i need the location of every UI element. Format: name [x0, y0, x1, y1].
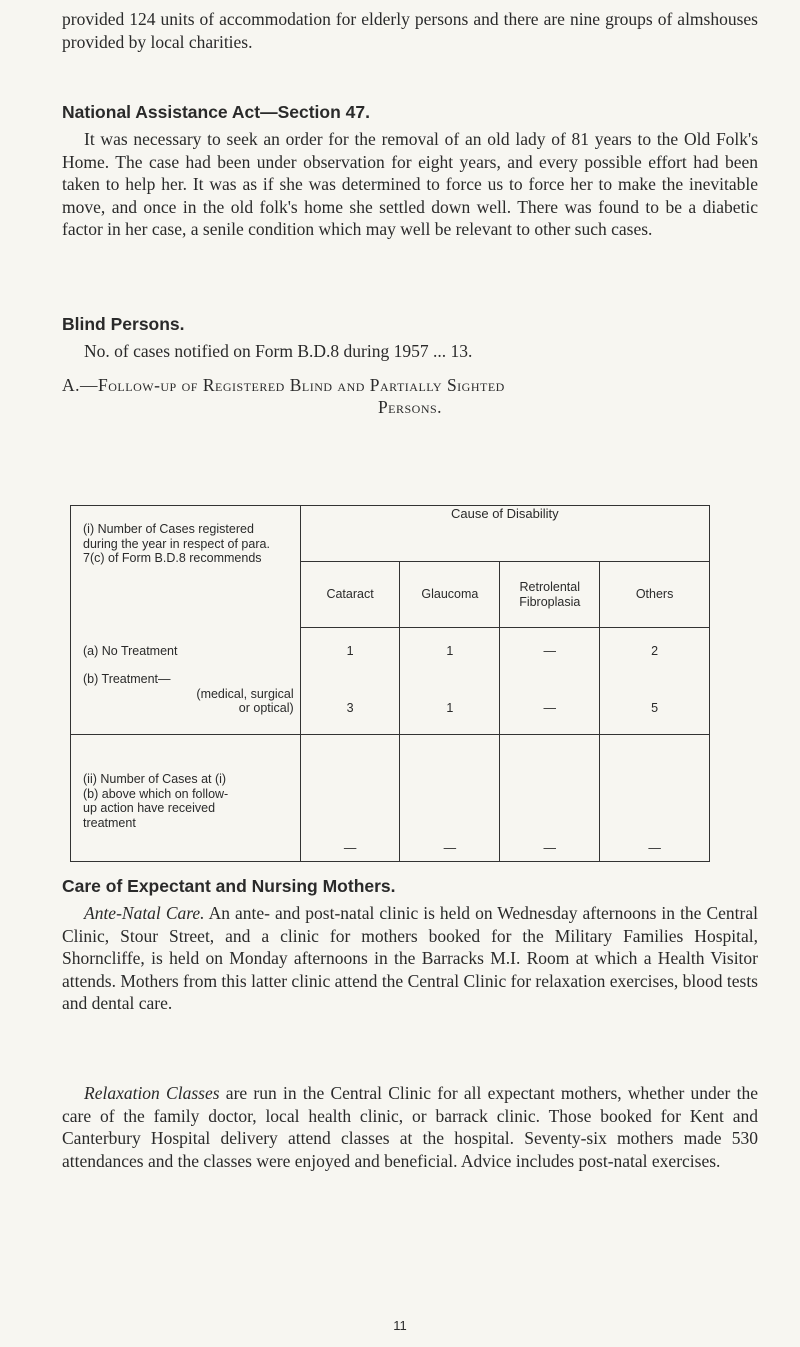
cell-others-ab	[600, 628, 710, 735]
follow-up-heading-line1: A.—Follow-up of Registered Blind and Partially Sighted	[62, 375, 505, 395]
row-a-value-retrolental: —	[543, 644, 556, 658]
col-header-others: Others	[600, 562, 710, 628]
follow-up-heading-line2: Persons.	[377, 397, 443, 417]
row-ii-value-retrolental: —	[543, 841, 556, 855]
row-a-value-cataract: 1	[346, 644, 354, 658]
row-a-value-others: 2	[651, 644, 659, 658]
care-expectant-mothers-heading: Care of Expectant and Nursing Mothers.	[62, 876, 396, 896]
cell-cataract-ab	[300, 628, 400, 735]
row-b-value-glaucoma: 1	[446, 701, 454, 715]
row-ii-label: (ii) Number of Cases at (i)(b) above which on follow-up action have received treatment	[83, 772, 229, 830]
row-b-value-cataract: 3	[346, 701, 354, 715]
blind-persons-heading: Blind Persons.	[62, 314, 185, 334]
blind-notified-line: No. of cases notified on Form B.D.8 during 1957 ... 13.	[84, 341, 473, 361]
row-ii-value-glaucoma: —	[443, 841, 457, 855]
antenatal-title: Ante-Natal Care.	[84, 903, 205, 923]
row-i-label-cell	[71, 506, 301, 628]
row-b-label-1: (b) Treatment—	[83, 672, 171, 686]
antenatal-body: An ante- and post-natal clinic is held on Wednesday afternoons in the Central Clinic, Stour Street, and a clinic for mothers booked for the Military Families Hospital, Shorncliffe, is held on Monday afternoons in the Barracks M.I. Room at which a Health Visitor attends. Mothers from this latter clinic attend the Central Clinic for relaxation exercises, blood tests and dental care.	[62, 903, 758, 1013]
row-b-label-3: or optical)	[238, 701, 294, 715]
row-a-label: (a) No Treatment	[83, 643, 178, 658]
relaxation-paragraph	[62, 1082, 758, 1172]
col-header-retrolental: Retrolental Fibroplasia	[500, 562, 600, 628]
cell-retrolental-ab	[500, 628, 600, 735]
national-assistance-paragraph: It was necessary to seek an order for the removal of an old lady of 81 years to the Old Folk's Home. The case had been under observation for eight years, and every possible effort had been taken to help her. It was as if she was determined to force us to force her to make the inevitable move, and once in the old folk's home she settled down well. There was found to be a diabetic factor in her case, a senile condition which may well be relevant to other such cases.	[62, 129, 758, 239]
row-ii-label-cell	[71, 735, 301, 862]
cell-glaucoma-ab	[400, 628, 500, 735]
cell-retrolental-ii	[500, 735, 600, 862]
cell-glaucoma-ii	[400, 735, 500, 862]
antenatal-paragraph	[62, 902, 758, 1015]
row-ii-value-cataract: —	[343, 841, 357, 855]
row-b-label-2: (medical, surgical	[196, 686, 294, 701]
row-b-value-others: 5	[651, 701, 659, 715]
rows-a-b-label-cell	[71, 628, 301, 735]
row-ii-value-others: —	[648, 841, 661, 855]
relaxation-title: Relaxation Classes	[84, 1083, 220, 1103]
cause-of-disability-header: Cause of Disability	[300, 506, 709, 562]
col-header-cataract: Cataract	[300, 562, 400, 628]
cell-others-ii	[600, 735, 710, 862]
row-i-label: (i) Number of Cases registered during the year in respect of para. 7(c) of Form B.D.8 recommends	[83, 522, 270, 565]
col-header-glaucoma: Glaucoma	[400, 562, 500, 628]
page-number: 11	[393, 1318, 407, 1333]
row-a-value-glaucoma: 1	[446, 644, 454, 658]
row-b-value-retrolental: —	[543, 701, 556, 715]
relaxation-body: are run in the Central Clinic for all expectant mothers, whether under the care of the family doctor, local health clinic, or barrack clinic. Those booked for Kent and Canterbury Hospital delivery attend classes at the hospital. Seventy-six mothers made 530 attendances and the classes were enjoyed and beneficial. Advice includes post-natal exercises.	[62, 1083, 759, 1171]
blind-follow-up-table	[70, 505, 710, 862]
cell-cataract-ii	[300, 735, 400, 862]
intro-paragraph: provided 124 units of accommodation for elderly persons and there are nine groups of almshouses provided by local charities.	[62, 9, 758, 52]
national-assistance-heading: National Assistance Act—Section 47.	[62, 102, 370, 122]
